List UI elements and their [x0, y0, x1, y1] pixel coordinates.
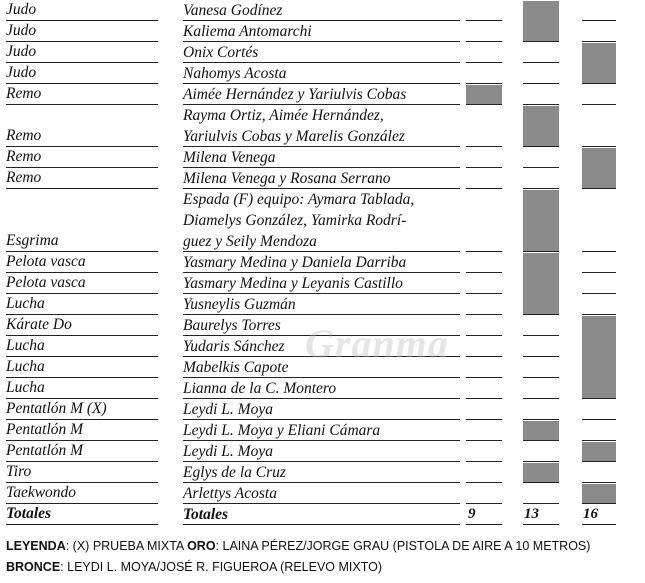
athlete-line: Mabelkis Capote — [183, 359, 289, 376]
sport-name: Judo — [6, 22, 37, 39]
totals-sport-label: Totales — [6, 505, 52, 522]
athlete-line: Lianna de la C. Montero — [183, 380, 337, 397]
sport-name: Remo — [6, 127, 42, 144]
athlete-line: Leydi L. Moya — [183, 401, 273, 418]
silver-medal-marker — [523, 106, 559, 146]
athlete-line: Baurelys Torres — [183, 317, 281, 334]
sport-name: Remo — [6, 148, 42, 165]
sport-cell — [6, 483, 158, 504]
sport-cell — [6, 273, 158, 294]
athlete-cell — [183, 252, 460, 273]
sport-cell — [6, 315, 158, 336]
sport-name: Pentatlón M — [6, 442, 84, 459]
athlete-cell — [183, 21, 460, 42]
bronze-medal-marker — [582, 484, 616, 503]
bronze-medal-marker — [582, 442, 616, 461]
silver-medal-marker — [523, 190, 559, 251]
legend-text-2: : LAINA PÉREZ/JORGE GRAU (PISTOLA DE AIRE A 10 METROS) — [215, 539, 591, 553]
silver-cell — [523, 336, 559, 357]
sport-name: Kárate Do — [6, 316, 72, 333]
table-row — [0, 399, 645, 420]
sport-cell — [6, 399, 158, 420]
table-row — [0, 378, 645, 399]
silver-cell — [523, 168, 559, 189]
gold-cell — [466, 105, 502, 147]
sport-name: Lucha — [6, 337, 45, 354]
sport-name: Judo — [6, 64, 37, 81]
table-row — [0, 147, 645, 168]
totals-athlete-label: Totales — [183, 506, 229, 523]
athlete-line: Espada (F) equipo: Aymara Tablada, — [183, 191, 415, 208]
gold-cell — [466, 462, 502, 483]
bronze-cell — [582, 294, 616, 315]
sport-name: Tiro — [6, 463, 32, 480]
silver-cell — [523, 399, 559, 420]
silver-cell — [523, 147, 559, 168]
legend-text-1: : (X) PRUEBA MIXTA — [65, 539, 188, 553]
sport-cell — [6, 84, 158, 105]
sport-cell — [6, 378, 158, 399]
athlete-line: Aimée Hernández y Yariulvis Cobas — [183, 86, 407, 103]
sport-name: Pentatlón M (X) — [6, 400, 107, 417]
athlete-cell — [183, 399, 460, 420]
sport-name: Pentatlón M — [6, 421, 84, 438]
gold-cell — [466, 441, 502, 462]
totals-sport-cell — [6, 504, 158, 525]
sport-cell — [6, 168, 158, 189]
sport-cell — [6, 42, 158, 63]
silver-cell — [523, 315, 559, 336]
bronze-cell — [582, 105, 616, 147]
athlete-line: Yasmary Medina y Daniela Darriba — [183, 254, 407, 271]
silver-total: 13 — [524, 506, 539, 522]
totals-athlete-cell — [183, 504, 460, 525]
athlete-line: Eglys de la Cruz — [183, 464, 286, 481]
sport-name: Lucha — [6, 295, 45, 312]
sport-cell — [6, 357, 158, 378]
sport-name: Esgrima — [6, 232, 59, 249]
legend-label: LEYENDA — [6, 539, 66, 553]
athlete-cell — [183, 0, 460, 21]
sport-cell — [6, 21, 158, 42]
athlete-line: Nahomys Acosta — [183, 65, 287, 82]
bronze-cell — [582, 420, 616, 441]
athlete-line: Rayma Ortiz, Aimée Hernández, — [183, 107, 384, 124]
sport-cell — [6, 462, 158, 483]
gold-cell — [466, 168, 502, 189]
gold-cell — [466, 42, 502, 63]
athlete-cell — [183, 378, 460, 399]
gold-cell — [466, 294, 502, 315]
bronze-cell — [582, 273, 616, 294]
silver-cell — [523, 84, 559, 105]
bronze-medal-marker — [582, 148, 616, 188]
athlete-cell — [183, 294, 460, 315]
bronze-cell — [582, 462, 616, 483]
bronze-total: 16 — [583, 506, 598, 522]
sport-cell — [6, 63, 158, 84]
athlete-cell — [183, 147, 460, 168]
gold-cell — [466, 21, 502, 42]
athlete-line: Milena Venega — [183, 149, 276, 166]
silver-cell — [523, 483, 559, 504]
bronze-cell — [582, 84, 616, 105]
legend-text-3: : LEYDI L. MOYA/JOSÉ R. FIGUEROA (RELEVO MIXTO) — [60, 560, 382, 574]
athlete-cell — [183, 420, 460, 441]
gold-cell — [466, 315, 502, 336]
silver-medal-marker — [523, 421, 559, 440]
gold-cell — [466, 357, 502, 378]
sport-cell — [6, 420, 158, 441]
gold-cell — [466, 378, 502, 399]
athlete-cell — [183, 63, 460, 84]
gold-cell — [466, 399, 502, 420]
silver-cell — [523, 357, 559, 378]
athlete-line: Leydi L. Moya y Eliani Cámara — [183, 422, 381, 439]
athlete-cell — [183, 42, 460, 63]
gold-cell — [466, 0, 502, 21]
gold-cell — [466, 273, 502, 294]
athlete-cell — [183, 189, 460, 252]
sport-name: Lucha — [6, 358, 45, 375]
silver-cell — [523, 378, 559, 399]
gold-cell — [466, 483, 502, 504]
silver-cell — [523, 441, 559, 462]
sport-cell — [6, 105, 158, 147]
athlete-cell — [183, 273, 460, 294]
silver-cell — [523, 42, 559, 63]
athlete-cell — [183, 483, 460, 504]
sport-name: Pelota vasca — [6, 253, 86, 270]
table-row — [0, 168, 645, 189]
table-row — [0, 483, 645, 504]
sport-name: Taekwondo — [6, 484, 77, 501]
sport-name: Pelota vasca — [6, 274, 86, 291]
sport-cell — [6, 189, 158, 252]
athlete-line: Diamelys González, Yamirka Rodrí- — [183, 212, 407, 229]
sport-name: Judo — [6, 1, 37, 18]
legend-bronze-label: BRONCE — [6, 560, 61, 574]
bronze-cell — [582, 252, 616, 273]
athlete-cell — [183, 168, 460, 189]
athlete-cell — [183, 105, 460, 147]
sport-cell — [6, 252, 158, 273]
table-row — [0, 84, 645, 105]
athlete-line: Kaliema Antomarchi — [183, 23, 312, 40]
bronze-medal-marker — [582, 316, 616, 398]
silver-cell — [523, 63, 559, 84]
sport-cell — [6, 294, 158, 315]
bronze-cell — [582, 189, 616, 252]
athlete-cell — [183, 462, 460, 483]
gold-total: 9 — [468, 506, 476, 522]
sport-name: Remo — [6, 169, 42, 186]
watermark-logo: Granma — [305, 321, 449, 366]
athlete-line: Arlettys Acosta — [183, 485, 277, 502]
table-row — [0, 42, 645, 63]
sport-cell — [6, 147, 158, 168]
athlete-line: Yudaris Sánchez — [183, 338, 285, 355]
silver-medal-marker — [523, 463, 559, 482]
totals-row — [0, 504, 645, 525]
gold-cell — [466, 189, 502, 252]
gold-cell — [466, 147, 502, 168]
athlete-line: Onix Cortés — [183, 44, 259, 61]
athlete-line: Yusneylis Guzmán — [183, 296, 296, 313]
gold-cell — [466, 63, 502, 84]
athlete-line: Yasmary Medina y Leyanis Castillo — [183, 275, 403, 292]
legend-gold-label: ORO — [187, 539, 216, 553]
athlete-cell — [183, 441, 460, 462]
table-row — [0, 441, 645, 462]
athlete-cell — [183, 84, 460, 105]
silver-medal-marker — [523, 253, 559, 314]
athlete-line: Yariulvis Cobas y Marelis González — [183, 128, 405, 145]
bronze-cell — [582, 399, 616, 420]
table-row — [0, 63, 645, 84]
sport-name: Judo — [6, 43, 37, 60]
gold-medal-marker — [466, 85, 502, 104]
sport-name: Lucha — [6, 379, 45, 396]
athlete-line: Leydi L. Moya — [183, 443, 273, 460]
bronze-cell — [582, 21, 616, 42]
legend — [6, 536, 626, 578]
bronze-cell — [582, 0, 616, 21]
athlete-line: guez y Seily Mendoza — [183, 233, 317, 250]
athlete-line: Vanesa Godínez — [183, 2, 283, 19]
athlete-line: Milena Venega y Rosana Serrano — [183, 170, 391, 187]
sport-cell — [6, 336, 158, 357]
gold-cell — [466, 336, 502, 357]
sport-cell — [6, 0, 158, 21]
bronze-medal-marker — [582, 43, 616, 83]
gold-cell — [466, 420, 502, 441]
gold-cell — [466, 252, 502, 273]
silver-medal-marker — [523, 1, 559, 41]
sport-name: Remo — [6, 85, 42, 102]
sport-cell — [6, 441, 158, 462]
